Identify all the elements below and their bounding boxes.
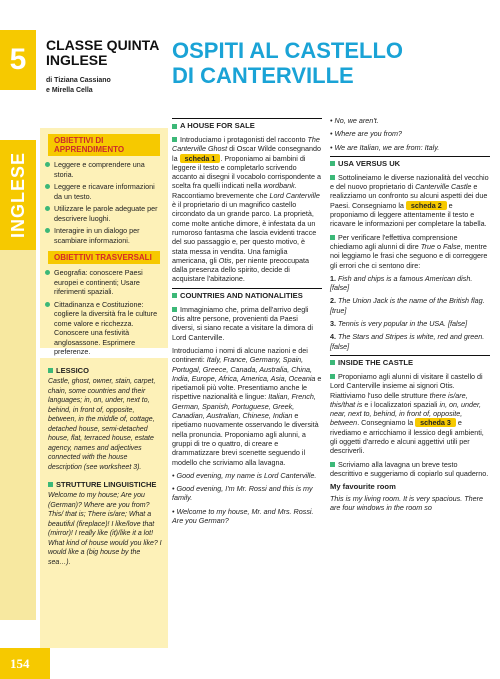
paragraph: Scriviamo alla lavagna un breve testo descrittivo e suggeriamo di copiarlo sul quaderno. [330,459,489,478]
author-line-2: e Mirella Cella [46,87,93,94]
objectives-panel [40,128,168,356]
square-bullet-icon [48,482,53,487]
lexicon-panel [40,358,168,648]
section-head-house-for-sale: A HOUSE FOR SALE [172,118,322,131]
authors [46,76,168,96]
paragraph: Proponiamo agli alunni di visitare il castello di Lord Canterville insieme ai signori Otis. Riattiviamo l'uso delle strutture there is/are, this/that is e i localizzatori spaziali in, on, under, near, next to, behind, in front of, opposite, between. Consegniamo la scheda 3 e rivediamo e arricchiamo il lessico degli ambienti, gli oggetti d'arredo e alcuni aggettivi utili per descriverli. [330,371,484,456]
section-head-inside-castle: INSIDE THE CASTLE [330,355,490,368]
list-item: Geografia: conoscere Paesi europei e continenti; Usare riferimenti spaziali. [54,268,162,297]
section-head-countries: COUNTRIES AND NATIONALITIES [172,288,322,301]
list-item: Interagire in un dialogo per scambiare informazioni. [54,226,162,245]
transversal-list [40,268,168,357]
subject-tab [0,140,36,250]
structures-head-label: STRUTTURE LINGUISTICHE [56,480,157,489]
paragraph: Introduciamo i protagonisti del racconto The Canterville Ghost di Oscar Wilde consegnando la scheda 1 . Proponiamo ai bambini di leggere il testo e completarlo scrivendo accanto ai disegni il vocabolo corrispondente a scelta fra quelli indicati nella wordbank. Raccontiamo brevemente che Lord Canterville è il proprietario di un magnifico castello circondato da un grande parco. La proprietà, come molte antiche dimore, è infestata da un rumoroso fantasma che lascia evidenti tracce del suo passaggio e, per questo motivo, è stata messa in vendita. Una famiglia americana, gli Otis, per niente preoccupata dalla presenza dello spirito, decide di acquistare l'abitazione. [172,135,322,284]
list-item: Leggere e comprendere una storia. [54,160,162,179]
paragraph: Sottolineiamo le diverse nazionalità del vecchio e del nuovo proprietario di Canterville Castle e realizziamo un confronto su alcuni aspetti dei due Paesi. Consegniamo la scheda 2 e proponiamo di leggere attentamente il testo e ricavare le informazioni per completare la tabella. [330,172,489,229]
dialogue-line: • No, we aren't. [330,116,379,125]
true-false-item: 2. The Union Jack is the name of the British flag. [true] [330,296,485,315]
page-title-line-1: OSPITI AL CASTELLO [172,38,404,63]
dialogue-line: • Where are you from? [330,129,403,139]
objectives-list [40,160,168,245]
square-bullet-icon [172,307,177,312]
author-line-1: di Tiziana Cassiano [46,77,111,84]
dialogue-line: • Good evening, my name is Lord Canterville. [172,470,317,480]
lexicon-head [48,366,168,375]
true-false-item: 3. Tennis is very popular in the USA. [false] [330,319,468,329]
text-column-1 [172,118,322,529]
square-bullet-icon [172,137,177,142]
subject-title: INGLESE [46,52,108,68]
structures-head [48,480,168,489]
list-item: Utilizzare le parole adeguate per descrivere luoghi. [54,204,162,223]
square-bullet-icon [172,293,177,298]
scheda-badge: scheda 1 [180,154,221,163]
list-item: Cittadinanza e Costituzione: cogliere la diversità fra le culture come valore e ricchezza. Conoscere una festività anglosassone. Esprimere preferenze. [54,300,162,357]
paragraph: Immaginiamo che, prima dell'arrivo degli Otis altre persone, provenienti da Paesi diversi, si siano recate a visitare la dimora di Lord Canterville. [172,304,314,342]
favourite-room-head: My favourite room [330,482,396,492]
page-title-line-2: DI CANTERVILLE [172,63,354,88]
dialogue-line: • Welcome to my house, Mr. and Mrs. Rossi. Are you German? [172,506,314,525]
square-bullet-icon [330,235,335,240]
true-false-item: 4. The Stars and Stripes is white, red and green. [false] [330,332,485,351]
square-bullet-icon [330,175,335,180]
transversal-head: OBIETTIVI TRASVERSALI [48,251,160,264]
lexicon-text: Castle, ghost, owner, stain, carpet, chain, some countries and their languages; in, on, under, next to, behind, in front of, opposite, between, in the middle of, cottage, detached house, semi-detached house, flat, terraced house, estate agency, names and adjectives connected with the house description (see worksheet 3). [48,378,156,471]
scheda-badge: scheda 2 [406,201,447,210]
square-bullet-icon [48,368,53,373]
text-column-2 [330,118,490,516]
page-number: 154 [10,656,30,671]
square-bullet-icon [330,462,335,467]
subject-tab-label: INGLESE [7,151,28,238]
square-bullet-icon [330,360,335,365]
class-title: CLASSE QUINTA [46,37,160,53]
objectives-head: OBIETTIVI DI APPRENDIMENTO [48,134,160,156]
square-bullet-icon [172,124,177,129]
true-false-item: 1. Fish and chips is a famous American dish. [false] [330,273,473,293]
dialogue-line: • Good evening, I'm Mr. Rossi and this is my family. [172,484,313,503]
square-bullet-icon [330,374,335,379]
unit-number: 5 [9,43,27,76]
scheda-badge: scheda 3 [415,418,456,427]
section-head-usa-uk: USA VERSUS UK [330,156,490,169]
unit-number-box [0,30,36,90]
structures-text: Welcome to my house; Are you (German)? Where are you from? This/ that is; There is/are; What a beautiful (fireplace)! I like/love that (mirror)! I really like (it)/like it a lot! What kind of house would you like? I would like a (big house by the sea…). [48,492,162,566]
lexicon-head-label: LESSICO [56,366,89,375]
list-item: Leggere e ricavare informazioni da un testo. [54,182,162,201]
dialogue-line: • We are Italian, we are from: Italy. [330,142,440,152]
favourite-room-text: This is my living room. It is very spacious. There are four windows in the room so [330,493,483,512]
square-bullet-icon [330,161,335,166]
paragraph: Per verificare l'effettiva comprensione chiediamo agli alunni di dire True o False, mentre noi leggiamo le frasi che seguono e di correggere gli errori che ci sentono dire: [330,232,488,270]
left-column [40,30,168,650]
paragraph: Introduciamo i nomi di alcune nazioni e dei continenti: Italy, France, Germany, Spain, Portugal, Greece, Canada, Australia, China, India, Europe, Africa, America, Asia, Oceania e ripetiamoli più volte. Presentiamo anche le rispettive nazionalità e lingue: Italian, French, German, Spanish, Portuguese, Greek, Canadian, Australian, Chinese, Indian e ripetiamo nuovamente osservando le diversità nella pronuncia. Proponiamo agli alunni, a gruppi di tre o quattro, di creare e drammatizzare brevi scenette seguendo il modello che scriviamo alla lavagna. [172,345,322,467]
page-title [172,38,492,88]
